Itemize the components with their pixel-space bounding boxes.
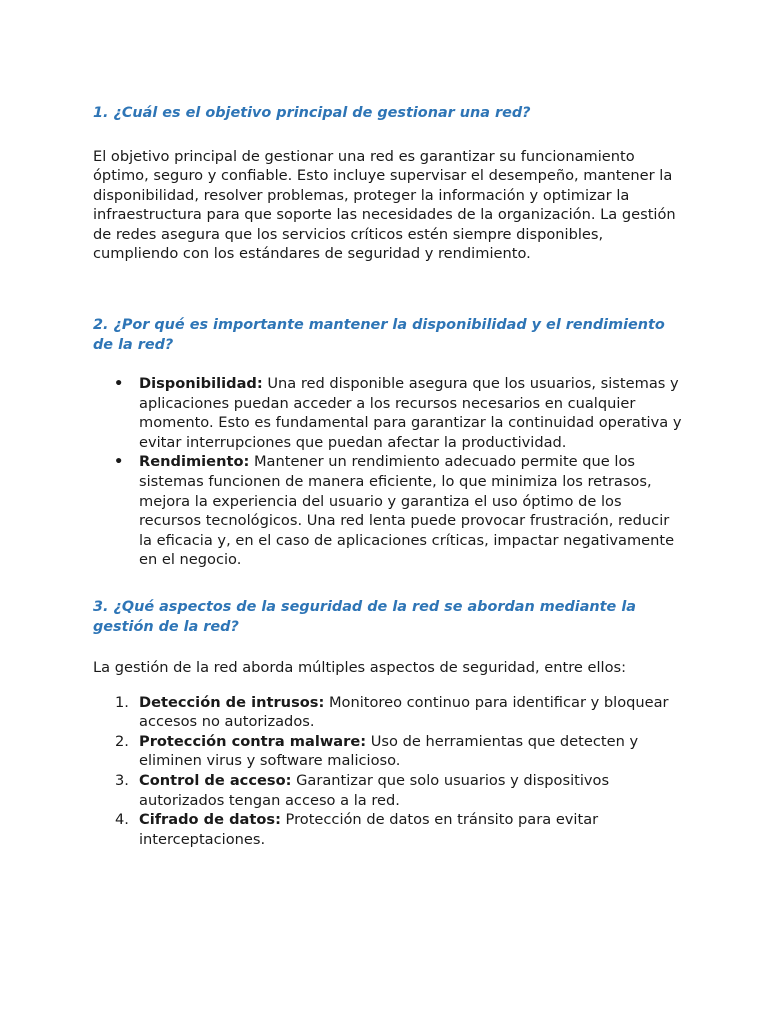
list-item-text: Garantizar que solo usuarios y dispositivos autorizados tengan acceso a la red. [139, 771, 610, 809]
list-item-deteccion-intrusos [93, 693, 683, 732]
list-item-text: Uso de herramientas que detecten y eliminen virus y software malicioso. [139, 732, 639, 770]
bullet-term: Disponibilidad: [139, 375, 263, 393]
list-item-number: 3. [115, 771, 129, 789]
list-item-text: Protección de datos en tránsito para evitar interceptaciones. [139, 811, 599, 848]
list-item-term: Cifrado de datos: [139, 811, 281, 829]
list-item-text: Monitoreo continuo para identificar y bloquear accesos no autorizados. [139, 693, 669, 731]
question-3-heading: 3. ¿Qué aspectos de la seguridad de la red se abordan mediante la gestión de la red? [93, 599, 636, 635]
bullet-item-rendimiento [93, 452, 683, 570]
list-item-term: Control de acceso: [139, 771, 292, 789]
answer-1-paragraph: El objetivo principal de gestionar una red es garantizar su funcionamiento óptimo, seguro y confiable. Esto incluye supervisar el desempeño, mantener la disponibilidad, resolver problemas, proteger la información y optimizar la infraestructura para que soporte las necesidades de la organización. La gestión de redes asegura que los servicios críticos estén siempre disponibles, cumpliendo con los estándares de seguridad y rendimiento. [93, 147, 676, 263]
answer-3-numbered-list [93, 693, 683, 850]
list-item-control-acceso [93, 771, 683, 810]
question-1-heading: 1. ¿Cuál es el objetivo principal de gestionar una red? [93, 105, 531, 121]
list-item-term: Detección de intrusos: [139, 693, 325, 711]
bullet-marker: • [114, 375, 124, 393]
answer-3-intro: La gestión de la red aborda múltiples aspectos de seguridad, entre ellos: [93, 659, 627, 676]
list-item-number: 2. [115, 732, 129, 750]
list-item-number: 4. [115, 811, 129, 829]
list-item-cifrado-datos [93, 810, 683, 849]
answer-2-bullet-list [93, 374, 683, 570]
bullet-marker: • [114, 453, 124, 471]
question-2-heading: 2. ¿Por qué es importante mantener la disponibilidad y el rendimiento de la red? [93, 317, 665, 353]
list-item-term: Protección contra malware: [139, 732, 367, 750]
list-item-number: 1. [115, 693, 129, 711]
document-page [93, 104, 683, 849]
bullet-term: Rendimiento: [139, 453, 250, 471]
bullet-text: Mantener un rendimiento adecuado permite que los sistemas funcionen de manera eficiente, lo que minimiza los retrasos, mejora la experiencia del usuario y garantiza el uso óptimo de los recursos tecnológicos. Una red lenta puede provocar frustración, reducir la eficacia y, en el caso de aplicaciones críticas, impactar negativamente en el negocio. [139, 453, 675, 569]
list-item-proteccion-malware [93, 732, 683, 771]
bullet-text: Una red disponible asegura que los usuarios, sistemas y aplicaciones puedan acceder a los recursos necesarios en cualquier momento. Esto es fundamental para garantizar la continuidad operativa y evitar interrupciones que puedan afectar la productividad. [139, 375, 682, 451]
bullet-item-disponibilidad [93, 374, 683, 452]
